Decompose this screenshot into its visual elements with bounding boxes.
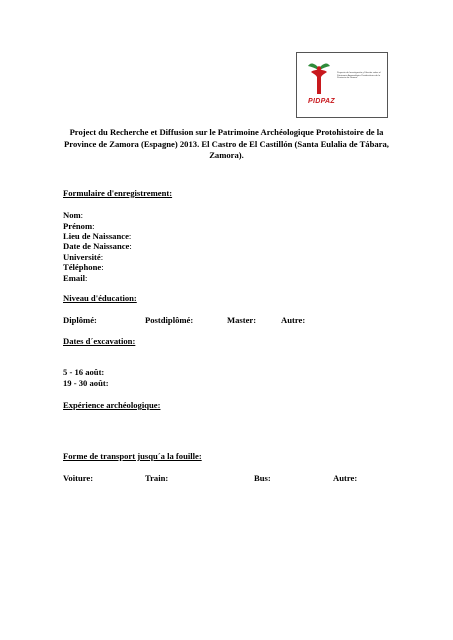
option-postdiplome: Postdiplômé: bbox=[145, 315, 194, 325]
field-nom bbox=[63, 210, 83, 221]
field-colon: : bbox=[84, 273, 88, 283]
option-autre: Autre: bbox=[281, 315, 306, 325]
field-label: Université bbox=[63, 252, 101, 262]
field-label: Email bbox=[63, 273, 85, 283]
option-diplome: Diplômé: bbox=[63, 315, 97, 325]
option-master: Master: bbox=[227, 315, 257, 325]
field-colon: : bbox=[92, 221, 95, 231]
field-colon: : bbox=[129, 241, 132, 251]
field-colon: : bbox=[128, 231, 132, 241]
transport-voiture: Voiture: bbox=[63, 473, 94, 483]
field-lieu-naissance bbox=[63, 231, 131, 242]
form-heading: Formulaire d'enregistrement: bbox=[63, 188, 173, 198]
logo-caption: Proyecto de Investigación y Difusión sobre el Patrimonio Arqueológico Protohistórico de la Provincia de Zamora bbox=[337, 72, 381, 80]
field-label: Nom bbox=[63, 210, 81, 220]
field-colon: : bbox=[80, 210, 84, 220]
transport-autre: Autre: bbox=[333, 473, 358, 483]
field-label: Date de Naissance bbox=[63, 241, 130, 251]
education-heading: Niveau d'éducation: bbox=[63, 293, 137, 303]
field-date-naissance bbox=[63, 241, 132, 252]
pidpaz-emblem-icon bbox=[297, 53, 389, 119]
field-label: Prénom bbox=[63, 221, 93, 231]
field-label: Lieu de Naissance bbox=[63, 231, 129, 241]
transport-train: Train: bbox=[145, 473, 169, 483]
transport-bus: Bus: bbox=[254, 473, 271, 483]
transport-heading: Forme de transport jusqu´a la fouille: bbox=[63, 451, 202, 461]
dates-heading: Dates d´excavation: bbox=[63, 336, 136, 346]
date-item: 5 - 16 août: bbox=[63, 367, 105, 377]
field-colon: : bbox=[101, 262, 104, 272]
pidpaz-logo bbox=[296, 52, 388, 118]
date-item: 19 - 30 août: bbox=[63, 378, 109, 388]
experience-heading: Expérience archéologique: bbox=[63, 400, 161, 410]
field-colon: : bbox=[100, 252, 104, 262]
field-label: Téléphone bbox=[63, 262, 102, 272]
field-prenom bbox=[63, 221, 95, 232]
field-email bbox=[63, 273, 87, 284]
document-title: Project du Recherche et Diffusion sur le Patrimoine Archéologique Protohistoire de la Province de Zamora (Espagne) 2013. El Castro de El Castillón (Santa Eulalia de Tábara, Zamora). bbox=[64, 127, 389, 160]
field-telephone bbox=[63, 262, 104, 273]
logo-wordmark: PIDPAZ bbox=[308, 98, 335, 105]
field-universite bbox=[63, 252, 103, 263]
